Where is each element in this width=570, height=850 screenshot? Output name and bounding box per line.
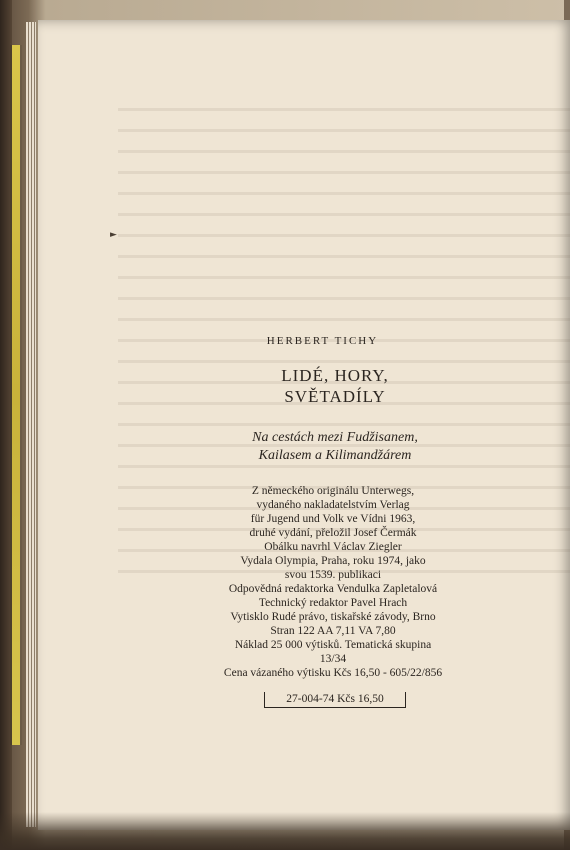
price-stamp: 27-004-74 Kčs 16,50 <box>264 692 406 708</box>
title-line: SVĚTADÍLY <box>284 387 386 406</box>
colophon-line: druhé vydání, přeložil Josef Čermák <box>249 527 417 539</box>
colophon-line: 13/34 <box>319 653 347 665</box>
author-name: HERBERT TICHY <box>266 335 379 347</box>
bottom-scan-shadow <box>0 812 570 850</box>
colophon-line: Náklad 25 000 výtisků. Tematická skupina <box>234 639 432 651</box>
subtitle-line: Na cestách mezi Fudžisanem, <box>252 430 418 445</box>
title-line: LIDÉ, HORY, <box>281 366 389 385</box>
subtitle-line: Kailasem a Kilimandžárem <box>258 448 412 463</box>
colophon-line: Vytisklo Rudé právo, tiskařské závody, Brno <box>230 611 436 623</box>
colophon-line: Z německého originálu Unterwegs, <box>251 485 415 497</box>
book-subtitle <box>190 429 480 465</box>
colophon-line: Odpovědná redaktorka Vendulka Zapletalová <box>228 583 438 595</box>
colophon-line: Technický redaktor Pavel Hrach <box>258 597 408 609</box>
colophon-line: vydaného nakladatelstvím Verlag <box>256 499 410 511</box>
margin-mark-icon: ► <box>110 230 117 240</box>
colophon-line: Obálku navrhl Václav Ziegler <box>264 541 402 553</box>
imprint-block <box>190 335 480 708</box>
colophon-line: svou 1539. publikaci <box>284 569 382 581</box>
page-stack-edges <box>26 22 36 827</box>
colophon-line: Stran 122 AA 7,11 VA 7,80 <box>270 625 396 637</box>
colophon <box>198 484 468 680</box>
colophon-line: für Jugend und Volk ve Vídni 1963, <box>250 513 416 525</box>
colophon-line: Cena vázaného výtisku Kčs 16,50 - 605/22/856 <box>223 667 443 679</box>
colophon-line: Vydala Olympia, Praha, roku 1974, jako <box>240 555 426 567</box>
book-title <box>190 365 480 407</box>
cover-edge-strip <box>10 45 22 745</box>
